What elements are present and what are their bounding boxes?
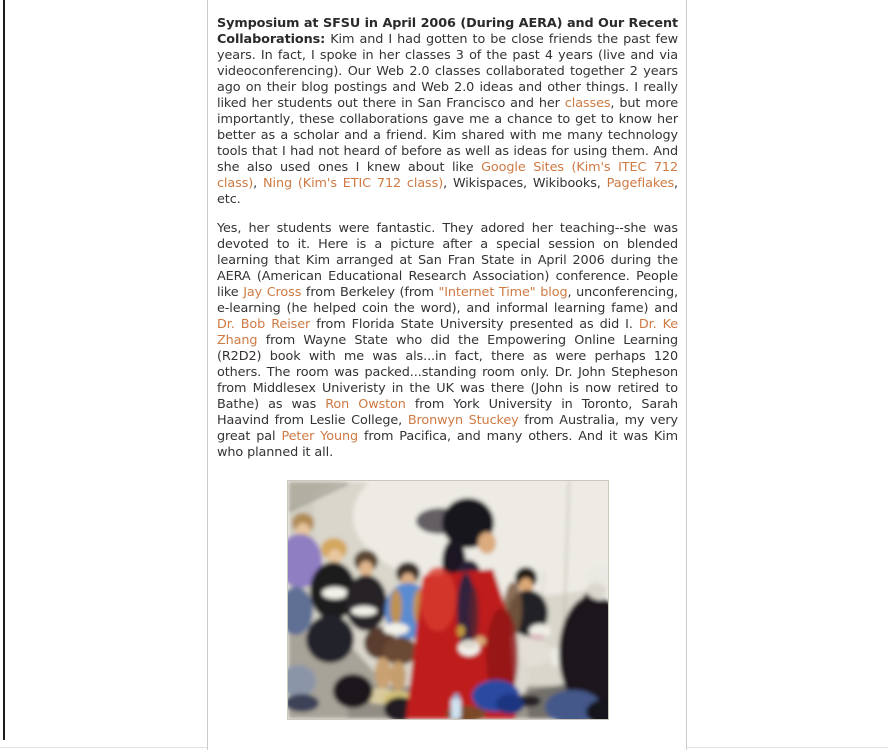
symposium-photo[interactable] <box>287 480 609 720</box>
post-text: , Wikispaces, Wikibooks, <box>443 176 607 191</box>
link-bronwyn-stuckey[interactable]: Bronwyn Stuckey <box>407 413 519 428</box>
post-text: Yes, her students were fantastic. They adored her teaching--she was devoted to it. Here is a picture after a special session on blended learning that Kim arranged at San Fran State in April 2006 during the AERA (American Educational Research Association) conference. People like <box>217 221 678 300</box>
post-text: from Berkeley (from <box>301 285 439 300</box>
post-text: from Wayne State who did the Empowering Online Learning (R2D2) book with me was als...in fact, there as were perhaps 120 others. The room was packed...standing room only. Dr. John Stepheson from Middlesex Univeristy in the UK was there (John is now retired to Bathe) as was <box>217 333 678 412</box>
left-page-rule <box>3 0 5 740</box>
post-text: , etc. <box>217 176 679 207</box>
link-peter-young[interactable]: Peter Young <box>281 429 358 444</box>
link-ron-owston[interactable]: Ron Owston <box>325 397 406 412</box>
post-text: Kim and I had gotten to be close friends the past few years. In fact, I spoke in her classes 3 of the past 4 years (live and via videoconferencing). Our Web 2.0 classes collaborated together 2 years ago on their blog postings and Web 2.0 ideas and other things. I really liked her students out there in San Francisco and her <box>217 32 678 111</box>
post-text: , but more importantly, these collaborations gave me a chance to get to know her better as a scholar and a friend. Kim shared with me many technology tools that I had not heard of before as well as ideas for using them. And she also used ones I knew about like <box>217 96 679 175</box>
post-paragraph-2 <box>217 221 678 461</box>
link-dr-bob-reiser[interactable]: Dr. Bob Reiser <box>217 317 311 332</box>
link-google-sites-itec-712[interactable]: Google Sites (Kim's ITEC 712 class) <box>217 160 679 191</box>
symposium-photo-illustration <box>288 481 608 719</box>
post-text: , unconferencing, e-learning (he helped coin the word), and informal learning fame) and <box>217 285 679 316</box>
link-pageflakes[interactable]: Pageflakes <box>606 176 675 191</box>
post-text: from Australia, my very great pal <box>217 413 678 444</box>
link-internet-time-blog[interactable]: "Internet Time" blog <box>438 285 568 300</box>
link-ning-etic-712[interactable]: Ning (Kim's ETIC 712 class) <box>263 176 444 191</box>
link-classes[interactable]: classes <box>564 96 611 111</box>
post-text: from Pacifica, and many others. And it was Kim who planned it all. <box>217 429 678 460</box>
link-dr-ke-zhang[interactable]: Dr. Ke Zhang <box>217 317 678 348</box>
photo-container <box>217 480 678 724</box>
link-jay-cross[interactable]: Jay Cross <box>243 285 302 300</box>
post-text: from York University in Toronto, Sarah Haavind from Leslie College, <box>217 397 678 428</box>
post-text: , <box>253 176 264 191</box>
post-text: from Florida State University presented as did I. <box>310 317 639 332</box>
blog-post-body <box>217 16 678 724</box>
post-column <box>207 0 687 750</box>
post-inline-title: Symposium at SFSU in April 2006 (During AERA) and Our Recent Collaborations: <box>217 16 678 47</box>
post-paragraph-1 <box>217 16 678 208</box>
